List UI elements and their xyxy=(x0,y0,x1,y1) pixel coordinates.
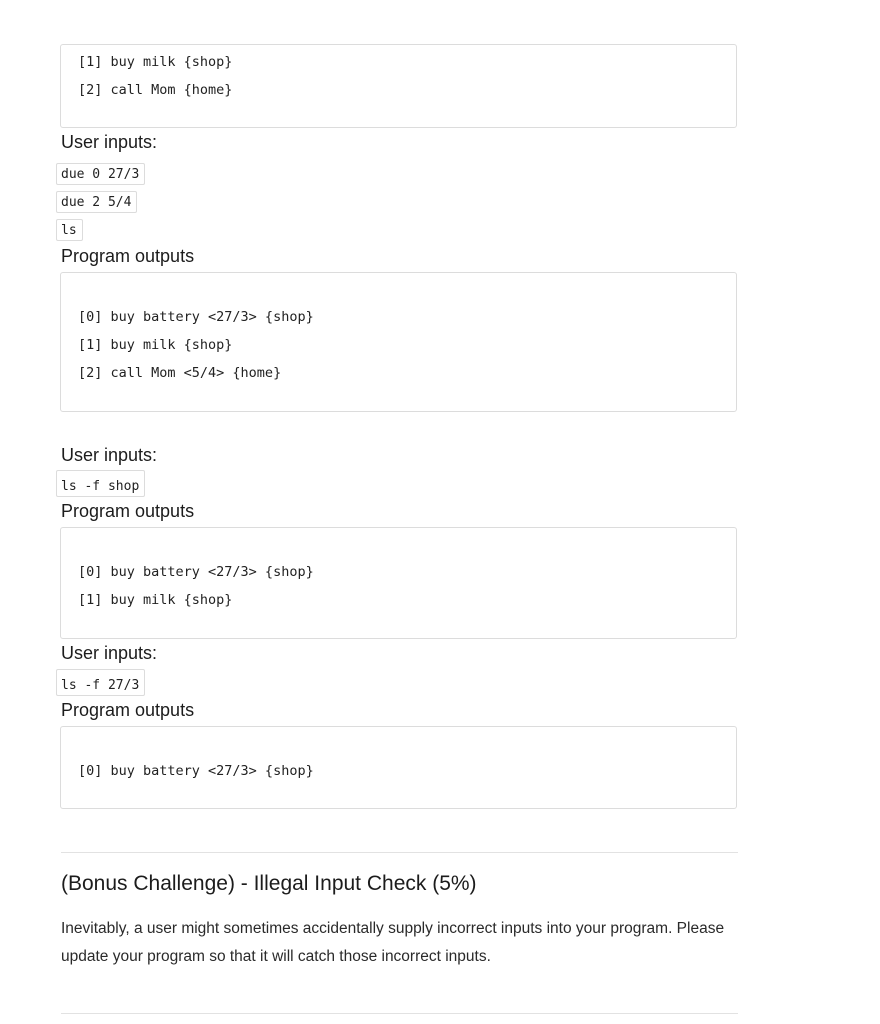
program-outputs-label: Program outputs xyxy=(61,501,195,521)
output-line: [1] buy milk {shop} xyxy=(78,54,233,70)
output-line: [1] buy milk {shop} xyxy=(78,592,233,608)
output-line: [2] call Mom {home} xyxy=(78,82,233,98)
user-input-command: due 0 27/3 xyxy=(56,163,145,185)
user-inputs-label: User inputs: xyxy=(61,643,158,663)
section-divider xyxy=(61,1013,738,1014)
user-inputs-label: User inputs: xyxy=(61,445,158,465)
user-input-command: ls -f 27/3 xyxy=(56,669,145,696)
output-line: [0] buy battery <27/3> {shop} xyxy=(78,763,314,779)
output-line: [1] buy milk {shop} xyxy=(78,337,233,353)
user-input-command: ls xyxy=(56,219,83,241)
user-inputs-label: User inputs: xyxy=(61,132,158,152)
section-divider xyxy=(61,852,738,853)
program-output-block xyxy=(60,527,737,639)
user-input-command: due 2 5/4 xyxy=(56,191,137,213)
output-line: [0] buy battery <27/3> {shop} xyxy=(78,309,314,325)
program-outputs-label: Program outputs xyxy=(61,700,195,720)
program-output-block xyxy=(60,44,737,128)
user-input-command: ls -f shop xyxy=(56,470,145,497)
output-line: [2] call Mom <5/4> {home} xyxy=(78,365,282,381)
section-heading: (Bonus Challenge) - Illegal Input Check (5%) xyxy=(61,872,477,895)
output-line: [0] buy battery <27/3> {shop} xyxy=(78,564,314,580)
program-output-block xyxy=(60,272,737,412)
section-paragraph: Inevitably, a user might sometimes accidentally supply incorrect inputs into your program. Please update your program so that it will catch those incorrect inputs. xyxy=(61,920,725,965)
program-output-block xyxy=(60,726,737,809)
program-outputs-label: Program outputs xyxy=(61,246,195,266)
